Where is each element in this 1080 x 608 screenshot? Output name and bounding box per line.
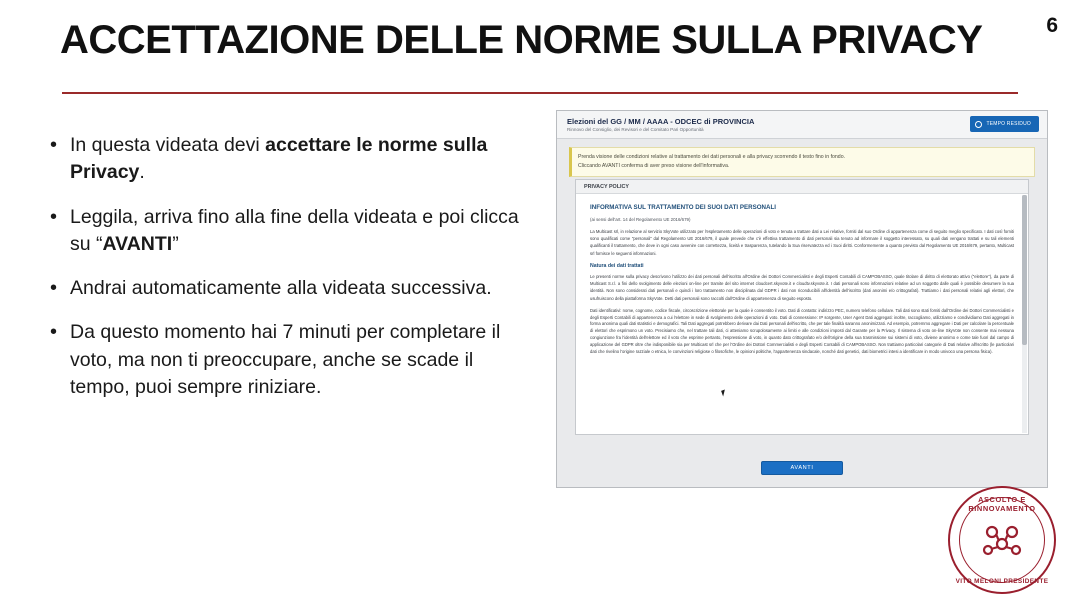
logo-top-text: ASCOLTO E RINNOVAMENTO [968, 495, 1036, 513]
list-item [44, 204, 524, 259]
notice-banner [569, 147, 1035, 177]
list-item [44, 319, 524, 401]
document-tab-label: PRIVACY POLICY [584, 183, 630, 190]
document-body [576, 194, 1028, 434]
bullet-list [44, 132, 524, 418]
advance-button[interactable]: AVANTI [761, 461, 843, 475]
logo [948, 486, 1056, 594]
document-subheading: Natura dei dati trattati [590, 262, 644, 269]
app-header [557, 111, 1047, 139]
document-tab [576, 180, 1028, 194]
document-paragraph: Le presenti norme sulla privacy descrivono l'utilizzo dei dati personali dell'iscritto all'Ordine dei Dottori Commercialisti e degli Esperti Contabili di CAMPOBASSO, quale titolare di diritto di elettorato attivo ("elettore"), da parte di Multicast S.r.l. a fini dello svolgimento delle elezioni on-line per tramite del sito internet cloudcert.skyvote.it e cloudtv.skyvote.it. I dati personali sono informazioni relative ad un soggetto dalle quali è possibile desumere la sua identità. Non sono considerati dati personali e quindi i loro trattamento non disciplinata dal GDPR i dati non riconducibili all'identità dell'iscritto (dati anonimi e/o crittografati). Trattiamo i dati personali relativi agli elettori, che usufruiscono della piattaforma SkyVote. Detti dati personali sono raccolti dall'Ordine di appartenenza di seguito esposto. [590, 273, 1014, 301]
scrollbar-thumb[interactable] [1022, 195, 1027, 345]
logo-mark-icon [980, 520, 1024, 560]
mouse-cursor-icon [721, 389, 727, 396]
document-scrollbar[interactable] [1022, 195, 1027, 433]
list-item [44, 275, 524, 302]
timer-badge: TEMPO RESIDUO [970, 116, 1039, 132]
bullet-text-suffix: . [139, 161, 145, 184]
title-divider [62, 92, 1018, 94]
bullet-text-bold: AVANTI [102, 232, 173, 255]
bullet-text-bold: accettare le norme sulla Privacy [70, 134, 488, 184]
bullet-text-prefix: Andrai automaticamente alla videata successiva. [70, 277, 492, 300]
list-item [44, 132, 524, 187]
document-paragraph: La Multicast srl, in relazione al servizio SkyVote utilizzato per l'espletamento delle operazioni di voto e tenuta a trattare dati a Lei relative, forniti dal suo Ordine di appartenenza come di seguito meglio specificato. I dati così forniti sono qualificati come "personali" dal Regolamento UE 2016/679, il quale prevede che c'è effettiva trattamento di dati personali sia tenuto ad informare il soggetto interessato, su quali dati vengano trattati e su tali elementi qualificanti il trattamento, che deve in ogni caso avvenire con correttezza, liceità e trasparenza, tutelando la Sua riservatezza ed i Suoi diritti. Conformemente a quanto previsto dal Regolamento UE 2016/679, pertanto, Multicast srl fornisce le seguenti informazioni. [590, 229, 1014, 256]
page-title: ACCETTAZIONE DELLE NORME SULLA PRIVACY [60, 18, 983, 62]
embedded-screenshot [556, 110, 1048, 488]
document-meta: (ai sensi dell'art. 14 del Regolamento UE 2016/679) [590, 217, 691, 222]
notice-line-1: Prenda visione delle condizioni relative al trattamento dei dati personali e alla privacy scorrendo il testo fino in fondo. [578, 154, 846, 160]
document-title: INFORMATIVA SUL TRATTAMENTO DEI SUOI DATI PERSONALI [590, 204, 776, 211]
bullet-text-suffix: ” [172, 232, 179, 255]
logo-bottom-text: VITO MELONI PRESIDENTE [955, 578, 1049, 585]
bullet-text-prefix: In questa videata devi [70, 134, 266, 156]
bullet-text-prefix: Da questo momento hai 7 minuti per completare il voto, ma non ti preoccupare, anche se scade il tempo, puoi sempre riniziare. [70, 321, 501, 399]
bullet-text-prefix: Leggila, arriva fino alla fine della videata e poi clicca su “ [70, 205, 519, 255]
document-paragraph: Dati identificativi: nome, cognome, codice fiscale, circoscrizione elettorale per la quale è consentito il voto. Dati di contatto: indirizzo PEC, numero telefono cellulare. Tali dati sono stati forniti dall'Ordine dei Dottori Commercialisti e degli Esperti Contabili di appartenenza a cui l'elettore in sede di svolgimento delle operazioni di voto. Dati di connessione: IP sorgente, User Agent Dati aggregati: inoltre, raccogliamo, utilizziamo e condividiamo Dati aggregati in forma anonima quali dati statistici e demografici. Tali Dati aggregati potrebbero derivare dai Dati personali dell'iscritto, che per tale finalità saranno anonimizzati. Ad esempio, potremmo aggregare i Dati per calcolare la percentuale di elettori che esprimono un voto. Precisiamo che, nel trattare tali dati, ci atteniamo scrupolosamente ai limiti e alle condizioni imposti dal Garante per la Privacy. Il sistema di voto on-line SkyVote non consente mai nessuna congiunzione fra l'identità dell'elettore ed il voto che esprime pertanto, l'espressione di voto, in quanto dato crittografato e/o dell'origine della sua trasmissione sui sistemi di voto, diviene anonimo e come tale fuori dal campo di applicazione del GDPR oltre che indisponibile sia per Multicast srl che per l'Ordine dei Dottori Commercialisti e degli Esperti Contabili di CAMPOBASSO. Non trattiamo particolari categorie di Dati relative all'iscritto (le particolari dati che rivelino l'origine razziale o etnica, le convinzioni religiose o filosofiche, le opinioni politiche, l'appartenenza sindacale, nonché dati genetici, dati biometrici intesi a identificare in modo univoco una persona fisica). [590, 307, 1014, 354]
app-title: Elezioni del GG / MM / AAAA - ODCEC di PROVINCIA [567, 117, 755, 126]
privacy-document-panel [575, 179, 1029, 435]
slide-number: 6 [1046, 14, 1058, 37]
app-subtitle: Rinnovo del Consiglio, dei Revisori e del Comitato Pari Opportunità [567, 127, 704, 132]
notice-line-2: Cliccando AVANTI conferma di aver preso visione dell'informativa. [578, 162, 730, 169]
